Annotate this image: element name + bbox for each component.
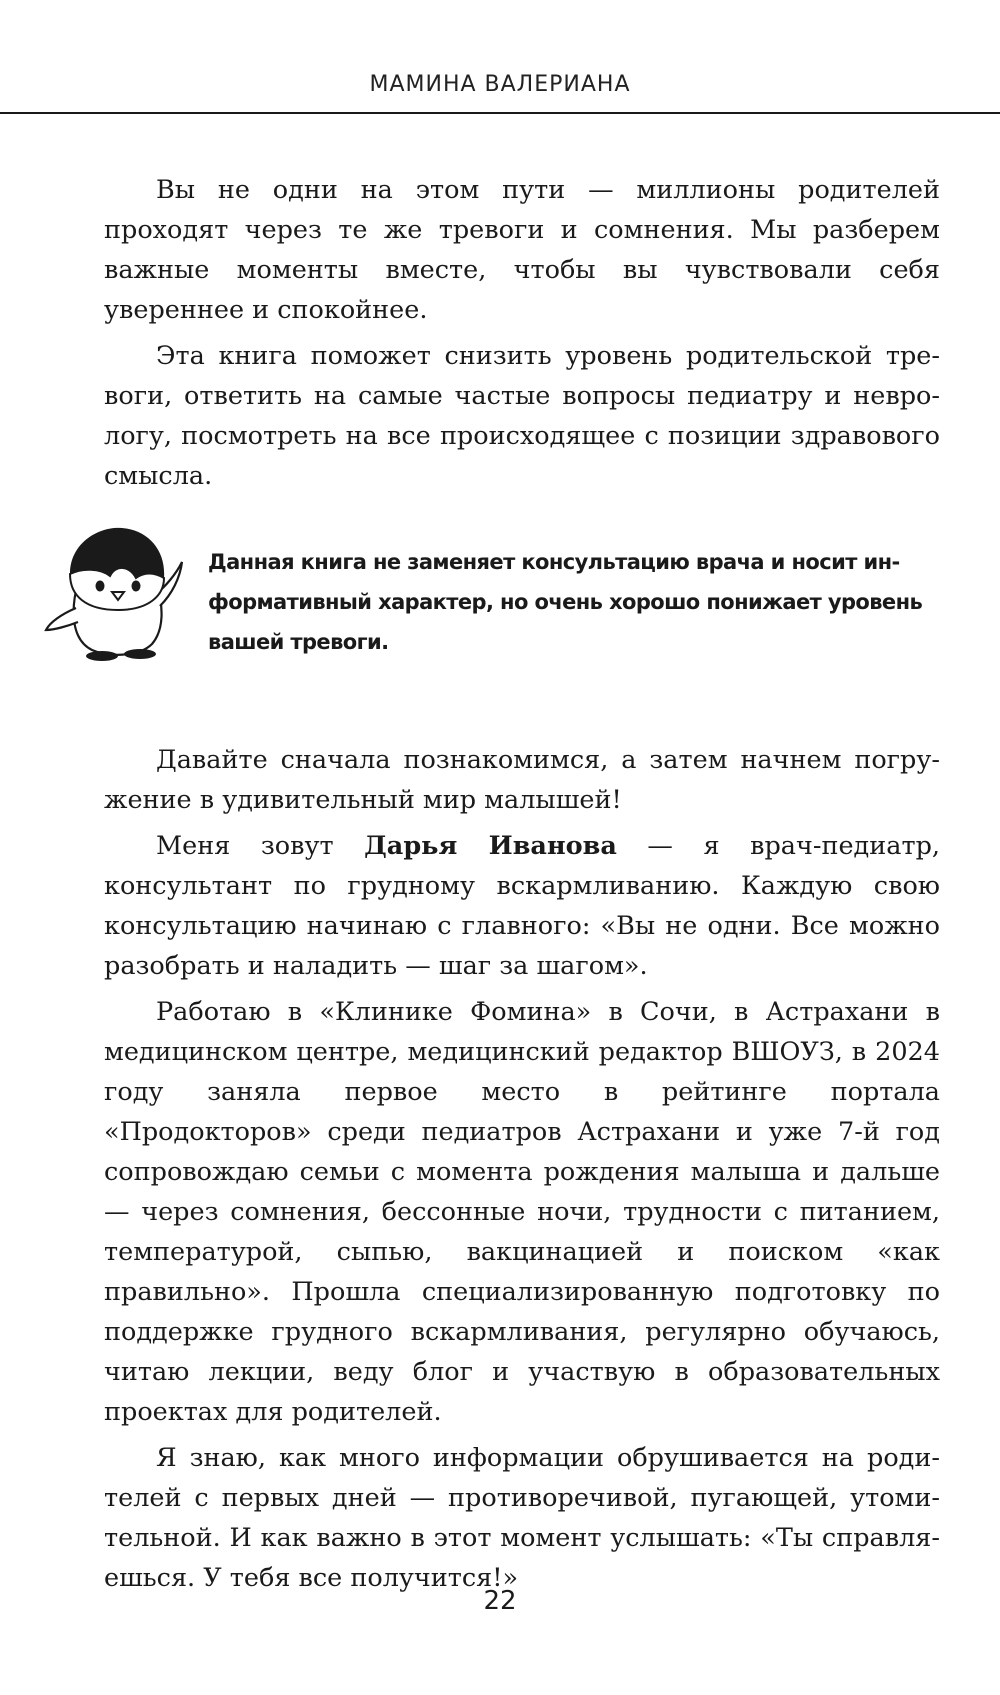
paragraph-author-intro — [104, 826, 940, 986]
running-title: МАМИНА ВАЛЕРИАНА — [369, 72, 631, 97]
paragraph: Давайте сначала познакомимся, а затем начнем погружение в удивительный мир малышей! — [104, 745, 940, 815]
callout-note — [40, 522, 940, 672]
paragraph: Эта книга поможет снизить уровень родительской тревоги, ответить на самые частые вопросы педиатру и неврологу, посмотреть на все происходящее с позиции здравового смысла. — [104, 341, 940, 491]
intro-section — [104, 170, 940, 502]
paragraph: Вы не одни на этом пути — миллионы родителей проходят через те же тревоги и сомнения. Мы разберем важные моменты вместе, чтобы вы чувствовали себя увереннее и спокойнее. — [104, 175, 940, 325]
header-divider — [0, 112, 1000, 114]
paragraph: Работаю в «Клинике Фомина» в Сочи, в Астрахани в медицинском центре, медицинский редактор ВШОУЗ, в 2024 году заняла первое место в рейтинге портала «Продокторов» среди педиатров Астрахани и уже 7-й год сопровождаю семьи с момента рождения малыша и дальше — через сомнения, бессонные ночи, трудности с питанием, температурой, сыпью, вакцинацией и поиском «как правильно». Прошла специализированную подготовку по поддержке грудного вскармливания, регулярно обучаюсь, читаю лекции, веду блог и участвую в образовательных проектах для родителей. — [104, 997, 940, 1427]
penguin-icon — [40, 522, 190, 672]
paragraph: Я знаю, как много информации обрушивается на родителей с первых дней — противоречивой, пугающей, утомительной. И как важно в этот момент услышать: «Ты справляешься. У тебя все получится!» — [104, 1443, 940, 1593]
main-section — [104, 740, 940, 1604]
text-run: Меня зовут — [156, 831, 365, 861]
text-run: — я врач-педиатр, консультант по грудному вскармливанию. Каждую свою консультацию начинаю с главного: «Вы не одни. Все можно разобрать и наладить — шаг за шагом». — [104, 831, 940, 981]
page-number: 22 — [483, 1586, 517, 1616]
callout-text: Данная книга не заменяет консультацию врача и носит информативный характер, но очень хорошо понижает уровень вашей тревоги. — [208, 550, 923, 654]
author-name: Дарья Иванова — [364, 831, 617, 861]
